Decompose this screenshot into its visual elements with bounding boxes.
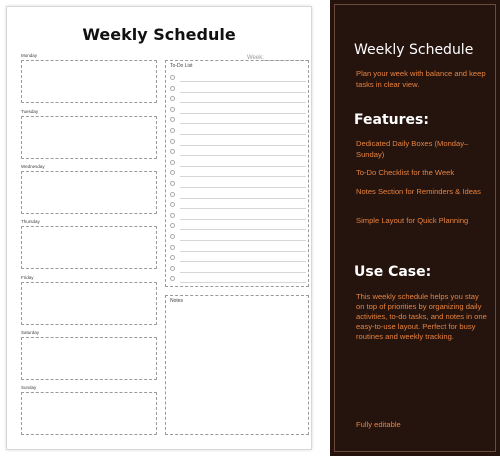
- notes-panel[interactable]: [165, 295, 309, 435]
- day-label-friday: Friday: [21, 275, 34, 280]
- todo-line: [180, 208, 306, 209]
- day-label-monday: Monday: [21, 53, 38, 58]
- todo-item[interactable]: [170, 105, 306, 115]
- checkbox-circle-icon[interactable]: [170, 202, 175, 207]
- todo-line: [180, 272, 306, 273]
- todo-line: [180, 261, 306, 262]
- todo-line: [180, 134, 306, 135]
- checkbox-circle-icon[interactable]: [170, 96, 175, 101]
- info-intro: Plan your week with balance and keep tasks in clear view.: [356, 69, 486, 89]
- todo-line: [180, 166, 306, 167]
- feature-item: Dedicated Daily Boxes (Monday–Sunday): [356, 139, 469, 159]
- todo-line: [180, 229, 306, 230]
- checkbox-circle-icon[interactable]: [170, 117, 175, 122]
- day-label-tuesday: Tuesday: [21, 109, 39, 114]
- checkbox-circle-icon[interactable]: [170, 86, 175, 91]
- checkbox-circle-icon[interactable]: [170, 170, 175, 175]
- feature-item: To-Do Checklist for the Week: [356, 168, 455, 177]
- notes-label: Notes: [170, 298, 184, 304]
- info-title: Weekly Schedule: [354, 42, 474, 58]
- day-box-thursday[interactable]: [21, 226, 157, 269]
- day-box-friday[interactable]: [21, 282, 157, 325]
- usecase-heading: Use Case:: [354, 264, 432, 280]
- todo-item[interactable]: [170, 221, 306, 231]
- day-box-monday[interactable]: [21, 60, 157, 103]
- day-label-thursday: Thursday: [21, 219, 40, 224]
- sheet-title: Weekly Schedule: [82, 25, 236, 44]
- checkbox-circle-icon[interactable]: [170, 149, 175, 154]
- todo-panel: [165, 60, 309, 287]
- checkbox-circle-icon[interactable]: [170, 107, 175, 112]
- checkbox-circle-icon[interactable]: [170, 266, 175, 271]
- checkbox-circle-icon[interactable]: [170, 128, 175, 133]
- checkbox-circle-icon[interactable]: [170, 255, 175, 260]
- day-label-wednesday: Wednesday: [21, 164, 45, 169]
- day-label-sunday: Sunday: [21, 385, 37, 390]
- day-box-tuesday[interactable]: [21, 116, 157, 159]
- editable-note: Fully editable: [356, 420, 401, 429]
- todo-line: [180, 176, 306, 177]
- todo-item[interactable]: [170, 115, 306, 125]
- checkbox-circle-icon[interactable]: [170, 160, 175, 165]
- todo-item[interactable]: [170, 158, 306, 168]
- todo-line: [180, 219, 306, 220]
- checkbox-circle-icon[interactable]: [170, 223, 175, 228]
- todo-label: To-Do List: [170, 63, 193, 69]
- todo-line: [180, 282, 306, 283]
- todo-item[interactable]: [170, 190, 306, 200]
- todo-line: [180, 92, 306, 93]
- todo-line: [180, 155, 306, 156]
- todo-line: [180, 123, 306, 124]
- checkbox-circle-icon[interactable]: [170, 181, 175, 186]
- info-panel: [330, 0, 500, 456]
- todo-line: [180, 187, 306, 188]
- checkbox-circle-icon[interactable]: [170, 276, 175, 281]
- todo-line: [180, 81, 306, 82]
- todo-line: [180, 102, 306, 103]
- todo-item[interactable]: [170, 73, 306, 83]
- planner-sheet: [6, 6, 312, 450]
- todo-item[interactable]: [170, 94, 306, 104]
- checkbox-circle-icon[interactable]: [170, 75, 175, 80]
- todo-item[interactable]: [170, 137, 306, 147]
- week-label: Week:: [247, 55, 264, 61]
- todo-line: [180, 145, 306, 146]
- day-box-sunday[interactable]: [21, 392, 157, 435]
- feature-item: Notes Section for Reminders & Ideas: [356, 187, 481, 196]
- todo-item[interactable]: [170, 232, 306, 242]
- day-box-saturday[interactable]: [21, 337, 157, 380]
- checkbox-circle-icon[interactable]: [170, 139, 175, 144]
- day-label-saturday: Saturday: [21, 330, 40, 335]
- todo-item[interactable]: [170, 274, 306, 284]
- checkbox-circle-icon[interactable]: [170, 245, 175, 250]
- todo-item[interactable]: [170, 126, 306, 136]
- todo-item[interactable]: [170, 84, 306, 94]
- todo-item[interactable]: [170, 253, 306, 263]
- todo-item[interactable]: [170, 147, 306, 157]
- todo-line: [180, 240, 306, 241]
- todo-item[interactable]: [170, 243, 306, 253]
- todo-line: [180, 251, 306, 252]
- todo-item[interactable]: [170, 168, 306, 178]
- feature-item: Simple Layout for Quick Planning: [356, 216, 469, 225]
- todo-item[interactable]: [170, 211, 306, 221]
- todo-line: [180, 198, 306, 199]
- checkbox-circle-icon[interactable]: [170, 234, 175, 239]
- todo-item[interactable]: [170, 264, 306, 274]
- todo-item[interactable]: [170, 200, 306, 210]
- usecase-text: This weekly schedule helps you stay on top of priorities by organizing daily activities, to-do tasks, and notes in one easy-to-use layout. Perfect for busy routines and weekly tracking.: [356, 292, 487, 341]
- day-box-wednesday[interactable]: [21, 171, 157, 214]
- checkbox-circle-icon[interactable]: [170, 192, 175, 197]
- todo-line: [180, 113, 306, 114]
- features-heading: Features:: [354, 112, 429, 128]
- todo-item[interactable]: [170, 179, 306, 189]
- checkbox-circle-icon[interactable]: [170, 213, 175, 218]
